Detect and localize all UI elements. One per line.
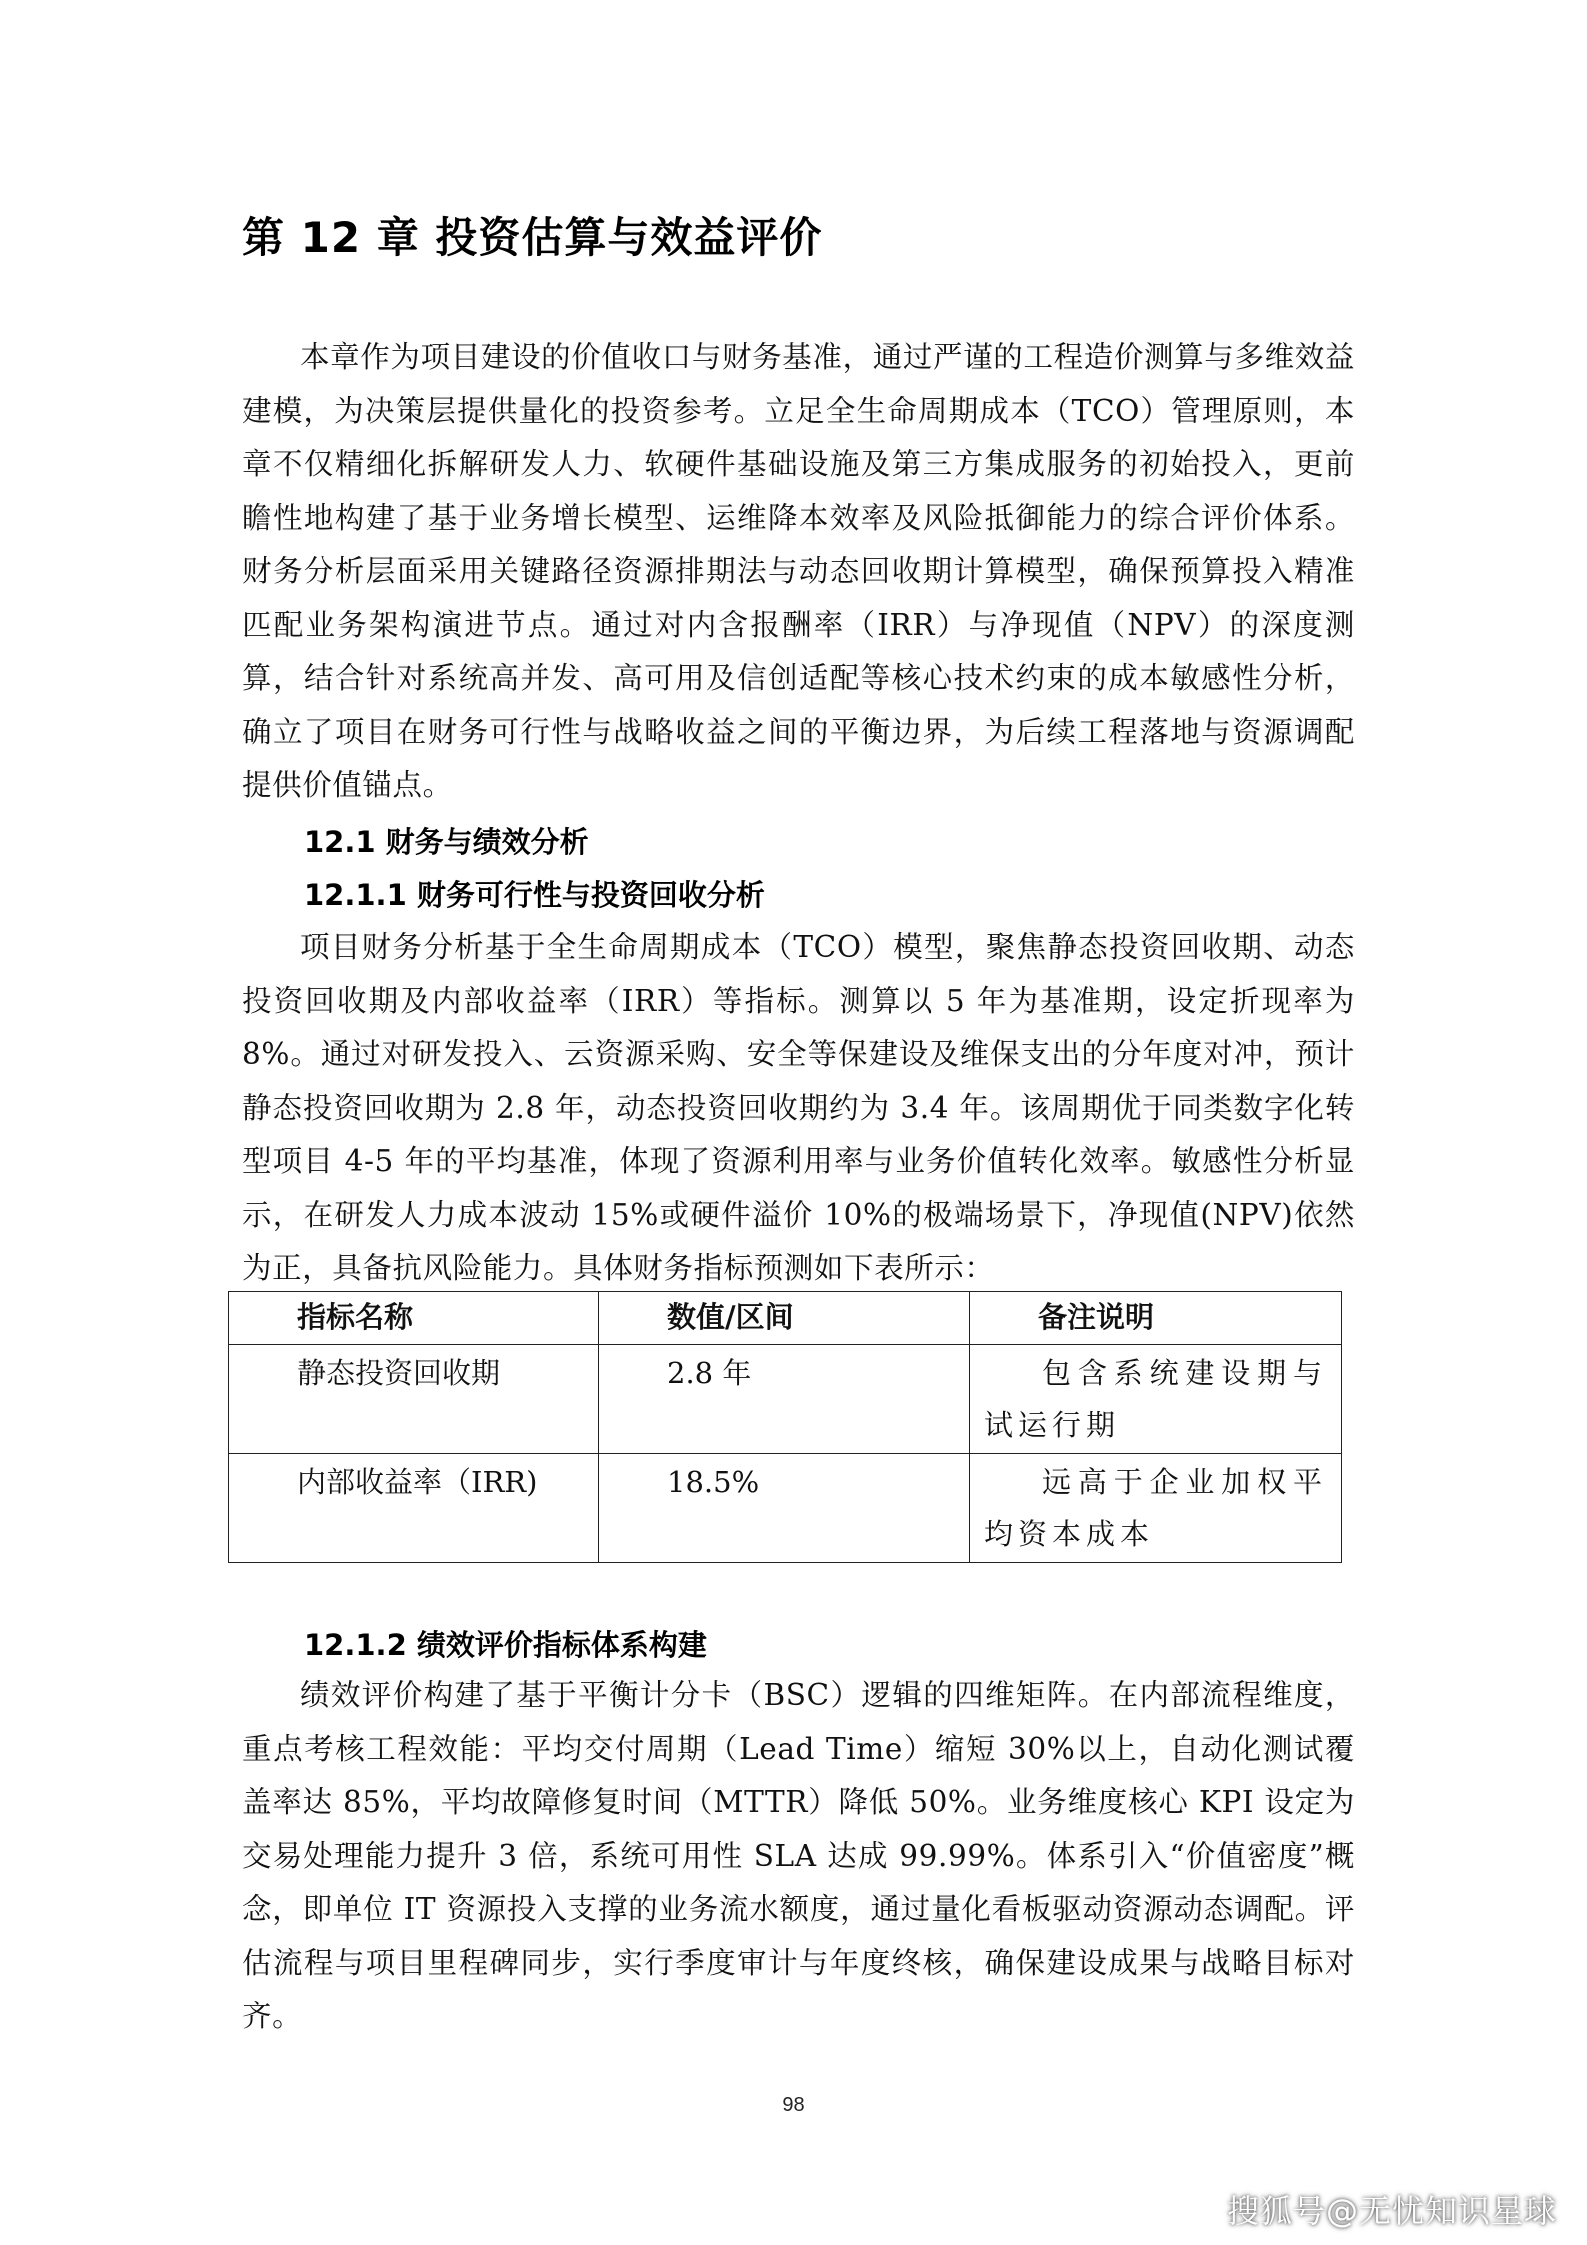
watermark: 搜狐号@无忧知识星球: [1226, 2192, 1557, 2230]
table-row: [229, 1345, 1342, 1454]
table-cell: 远高于企业加权平均资本成本: [970, 1454, 1342, 1563]
table-row: [229, 1454, 1342, 1563]
chapter-intro-paragraph: 本章作为项目建设的价值收口与财务基准，通过严谨的工程造价测算与多维效益建模，为决策层提供量化的投资参考。立足全生命周期成本（TCO）管理原则，本章不仅精细化拆解研发人力、软硬件基础设施及第三方集成服务的初始投入，更前瞻性地构建了基于业务增长模型、运维降本效率及风险抵御能力的综合评价体系。财务分析层面采用关键路径资源排期法与动态回收期计算模型，确保预算投入精准匹配业务架构演进节点。通过对内含报酬率（IRR）与净现值（NPV）的深度测算，结合针对系统高并发、高可用及信创适配等核心技术约束的成本敏感性分析，确立了项目在财务可行性与战略收益之间的平衡边界，为后续工程落地与资源调配提供价值锚点。: [242, 340, 1355, 802]
table-header-cell: 指标名称: [229, 1292, 599, 1345]
table-cell: 静态投资回收期: [229, 1345, 599, 1454]
section-12-1-2-paragraph: 绩效评价构建了基于平衡计分卡（BSC）逻辑的四维矩阵。在内部流程维度，重点考核工程效能：平均交付周期（Lead Time）缩短 30%以上，自动化测试覆盖率达 85%，平均故障修复时间（MTTR）降低 50%。业务维度核心 KPI 设定为交易处理能力提升 3 倍，系统可用性 SLA 达成 99.99%。体系引入“价值密度”概念，即单位 IT 资源投入支撑的业务流水额度，通过量化看板驱动资源动态调配。评估流程与项目里程碑同步，实行季度审计与年度终核，确保建设成果与战略目标对齐。: [242, 1678, 1355, 2033]
section-heading-12-1-2: 12.1.2 绩效评价指标体系构建: [304, 1628, 707, 1662]
table-cell: 包含系统建设期与试运行期: [970, 1345, 1342, 1454]
chapter-title: 第 12 章 投资估算与效益评价: [242, 213, 823, 262]
table-header-row: [229, 1292, 1342, 1345]
table-cell: 2.8 年: [599, 1345, 970, 1454]
section-heading-12-1: 12.1 财务与绩效分析: [304, 825, 589, 859]
table-header-cell: 数值/区间: [599, 1292, 970, 1345]
page-number: 98: [782, 2094, 805, 2116]
financial-indicators-table: [228, 1291, 1342, 1563]
table-header-cell: 备注说明: [970, 1292, 1342, 1345]
table-cell: 18.5%: [599, 1454, 970, 1563]
section-heading-12-1-1: 12.1.1 财务可行性与投资回收分析: [304, 878, 765, 912]
section-12-1-1-paragraph: 项目财务分析基于全生命周期成本（TCO）模型，聚焦静态投资回收期、动态投资回收期及内部收益率（IRR）等指标。测算以 5 年为基准期，设定折现率为 8%。通过对研发投入、云资源采购、安全等保建设及维保支出的分年度对冲，预计静态投资回收期为 2.8 年，动态投资回收期约为 3.4 年。该周期优于同类数字化转型项目 4-5 年的平均基准，体现了资源利用率与业务价值转化效率。敏感性分析显示，在研发人力成本波动 15%或硬件溢价 10%的极端场景下，净现值(NPV)依然为正，具备抗风险能力。具体财务指标预测如下表所示：: [242, 930, 1355, 1285]
table-cell: 内部收益率（IRR): [229, 1454, 599, 1563]
